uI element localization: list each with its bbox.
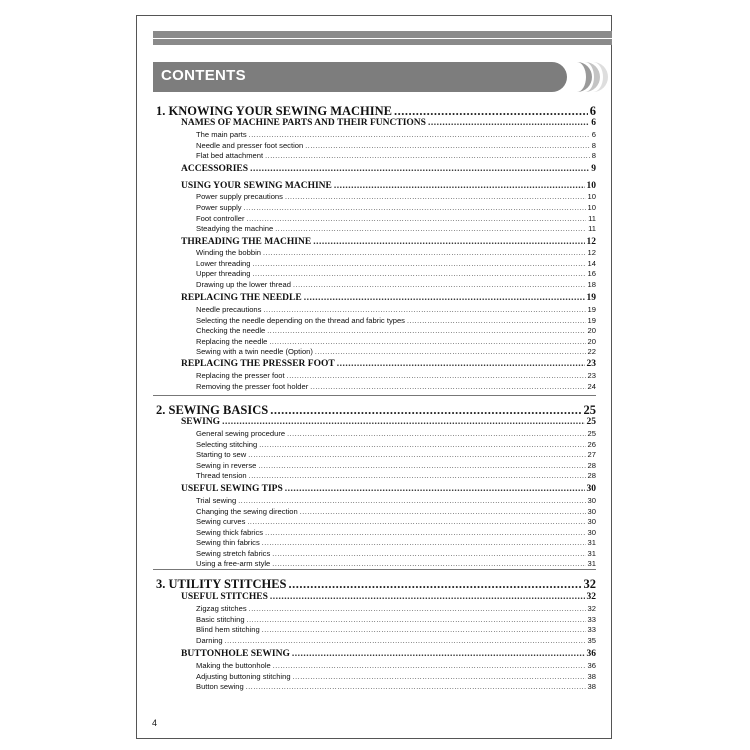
section-divider xyxy=(153,395,596,396)
toc-item xyxy=(196,615,596,624)
dot-leader xyxy=(269,339,585,346)
dot-leader xyxy=(315,349,586,356)
toc-subsection xyxy=(181,293,596,303)
toc-item xyxy=(196,326,596,335)
dot-leader xyxy=(249,473,586,480)
toc-item xyxy=(196,269,596,278)
dot-leader xyxy=(267,328,585,335)
toc-item-title: Blind hem stitching xyxy=(196,625,260,634)
toc-item xyxy=(196,604,596,613)
toc-subsection-title: ACCESSORIES xyxy=(181,164,249,174)
toc-subsection xyxy=(181,417,596,427)
page-number: 4 xyxy=(152,718,158,728)
section-divider xyxy=(153,569,596,570)
toc-item-title: The main parts xyxy=(196,130,247,139)
toc-item xyxy=(196,450,596,459)
toc-item xyxy=(196,440,596,449)
toc-item-page: 16 xyxy=(587,269,596,278)
dot-leader xyxy=(334,181,585,191)
dot-leader xyxy=(263,307,585,314)
toc-item-title: Winding the bobbin xyxy=(196,248,262,257)
toc-item-title: Making the buttonhole xyxy=(196,661,271,670)
toc-item-page: 24 xyxy=(587,382,596,391)
dot-leader xyxy=(285,484,585,494)
toc-item-title: Power supply xyxy=(196,203,242,212)
toc-item-page: 30 xyxy=(587,496,596,505)
toc-item-title: Removing the presser foot holder xyxy=(196,382,309,391)
toc-item-title: Changing the sewing direction xyxy=(196,507,298,516)
toc-subsection-page: 9 xyxy=(591,164,596,174)
dot-leader xyxy=(249,132,590,139)
toc-item xyxy=(196,382,596,391)
dot-leader xyxy=(273,663,586,670)
dot-leader xyxy=(272,551,585,558)
toc-item xyxy=(196,371,596,380)
toc-item xyxy=(196,280,596,289)
toc-item xyxy=(196,625,596,634)
dot-leader xyxy=(263,250,586,257)
toc-subsection xyxy=(181,164,596,174)
toc-item-page: 33 xyxy=(587,625,596,634)
toc-item-page: 20 xyxy=(587,326,596,335)
toc-item-page: 10 xyxy=(587,192,596,201)
toc-item xyxy=(196,528,596,537)
toc-item xyxy=(196,259,596,268)
toc-item xyxy=(196,347,596,356)
toc-item-title: Sewing thick fabrics xyxy=(196,528,264,537)
toc-item-title: Basic stitching xyxy=(196,615,245,624)
toc-item-page: 31 xyxy=(587,538,596,547)
toc-item-page: 30 xyxy=(587,528,596,537)
dot-leader xyxy=(247,519,585,526)
toc-item-page: 23 xyxy=(587,371,596,380)
toc-subsection xyxy=(181,181,596,191)
toc-subsection-page: 10 xyxy=(586,181,596,191)
toc-item-title: Lower threading xyxy=(196,259,251,268)
toc-section xyxy=(156,403,596,418)
toc-item xyxy=(196,203,596,212)
toc-item xyxy=(196,559,596,568)
toc-subsection-page: 19 xyxy=(586,293,596,303)
toc-item-title: Starting to sew xyxy=(196,450,247,459)
toc-item-title: Power supply precautions xyxy=(196,192,283,201)
toc-item-title: Steadying the machine xyxy=(196,224,274,233)
toc-item-title: Using a free-arm style xyxy=(196,559,271,568)
toc-section xyxy=(156,577,596,592)
toc-subsection-title: BUTTONHOLE SEWING xyxy=(181,649,290,659)
toc-item-title: Flat bed attachment xyxy=(196,151,264,160)
toc-subsection-title: NAMES OF MACHINE PARTS AND THEIR FUNCTIONS xyxy=(181,118,426,128)
toc-subsection xyxy=(181,359,596,369)
dot-leader xyxy=(310,384,585,391)
toc-item xyxy=(196,636,596,645)
toc-item-title: Thread tension xyxy=(196,471,247,480)
toc-item-page: 12 xyxy=(587,248,596,257)
toc-item-title: Trial sewing xyxy=(196,496,237,505)
toc-item-page: 6 xyxy=(591,130,596,139)
toc-item-page: 22 xyxy=(587,347,596,356)
toc-item xyxy=(196,507,596,516)
toc-item xyxy=(196,337,596,346)
toc-item-page: 19 xyxy=(587,316,596,325)
toc-item xyxy=(196,471,596,480)
dot-leader xyxy=(247,216,587,223)
toc-item xyxy=(196,214,596,223)
dot-leader xyxy=(293,282,586,289)
toc-item-page: 25 xyxy=(587,429,596,438)
toc-item-page: 35 xyxy=(587,636,596,645)
toc-item-page: 31 xyxy=(587,549,596,558)
dot-leader xyxy=(262,540,586,547)
dot-leader xyxy=(259,442,585,449)
toc-item-page: 10 xyxy=(587,203,596,212)
dot-leader xyxy=(252,271,585,278)
toc-item-title: Needle precautions xyxy=(196,305,262,314)
dot-leader xyxy=(337,359,585,369)
dot-leader xyxy=(394,104,588,119)
toc-item-title: Drawing up the lower thread xyxy=(196,280,291,289)
toc-subsection-title: REPLACING THE NEEDLE xyxy=(181,293,302,303)
toc-item xyxy=(196,496,596,505)
toc-item-title: Foot controller xyxy=(196,214,245,223)
dot-leader xyxy=(304,293,585,303)
toc-item xyxy=(196,130,596,139)
dot-leader xyxy=(407,318,586,325)
toc-item-page: 31 xyxy=(587,559,596,568)
toc-item-page: 36 xyxy=(587,661,596,670)
toc-subsection-page: 36 xyxy=(586,649,596,659)
toc-subsection-title: USEFUL SEWING TIPS xyxy=(181,484,283,494)
dot-leader xyxy=(249,606,586,613)
dot-leader xyxy=(313,237,584,247)
dot-leader xyxy=(262,627,586,634)
dot-leader xyxy=(246,684,586,691)
toc-item-title: Sewing curves xyxy=(196,517,246,526)
toc-item xyxy=(196,224,596,233)
toc-item-page: 8 xyxy=(591,141,596,150)
toc-item-title: Replacing the presser foot xyxy=(196,371,285,380)
toc-subsection-title: REPLACING THE PRESSER FOOT xyxy=(181,359,335,369)
toc-item-title: Checking the needle xyxy=(196,326,266,335)
dot-leader xyxy=(238,498,585,505)
dot-leader xyxy=(305,143,590,150)
toc-item-page: 30 xyxy=(587,517,596,526)
toc-item xyxy=(196,538,596,547)
toc-item-page: 14 xyxy=(587,259,596,268)
toc-item-title: Zigzag stitches xyxy=(196,604,247,613)
toc-section-page: 6 xyxy=(589,104,596,118)
toc-item-title: General sewing procedure xyxy=(196,429,286,438)
toc-section-title: 2. SEWING BASICS xyxy=(156,403,269,417)
toc-item-page: 11 xyxy=(588,224,596,233)
toc-section-page: 32 xyxy=(583,577,596,591)
dot-leader xyxy=(289,577,582,592)
toc-item-page: 8 xyxy=(591,151,596,160)
toc-subsection xyxy=(181,649,596,659)
dot-leader xyxy=(270,403,581,418)
toc-item-page: 11 xyxy=(588,214,596,223)
dot-leader xyxy=(247,617,586,624)
dot-leader xyxy=(293,674,586,681)
dot-leader xyxy=(250,164,589,174)
toc-item-page: 30 xyxy=(587,507,596,516)
toc-item-title: Sewing with a twin needle (Option) xyxy=(196,347,313,356)
toc-subsection-title: SEWING xyxy=(181,417,221,427)
toc-item-page: 38 xyxy=(587,672,596,681)
toc-item-page: 28 xyxy=(587,461,596,470)
toc-item-page: 27 xyxy=(587,450,596,459)
toc-item-page: 32 xyxy=(587,604,596,613)
toc-item-title: Selecting the needle depending on the thread and fabric types xyxy=(196,316,405,325)
toc-item xyxy=(196,672,596,681)
toc-item xyxy=(196,429,596,438)
toc-subsection-page: 32 xyxy=(586,592,596,602)
toc-item-page: 19 xyxy=(587,305,596,314)
toc-item-title: Button sewing xyxy=(196,682,244,691)
dot-leader xyxy=(222,417,584,427)
toc-item xyxy=(196,316,596,325)
toc-item xyxy=(196,461,596,470)
toc-item xyxy=(196,192,596,201)
toc-item-page: 38 xyxy=(587,682,596,691)
toc-item-title: Replacing the needle xyxy=(196,337,268,346)
toc-item-title: Darning xyxy=(196,636,223,645)
dot-leader xyxy=(428,118,589,128)
toc-item-title: Selecting stitching xyxy=(196,440,258,449)
dot-leader xyxy=(287,373,586,380)
toc-subsection-page: 23 xyxy=(586,359,596,369)
toc-item xyxy=(196,305,596,314)
toc-subsection xyxy=(181,118,596,128)
toc-item-page: 18 xyxy=(587,280,596,289)
dot-leader xyxy=(285,194,586,201)
toc-item xyxy=(196,141,596,150)
dot-leader xyxy=(265,530,585,537)
dot-leader xyxy=(287,431,585,438)
dot-leader xyxy=(272,561,585,568)
dot-leader xyxy=(244,205,586,212)
toc-item-title: Upper threading xyxy=(196,269,251,278)
toc-subsection xyxy=(181,484,596,494)
toc-subsection-page: 30 xyxy=(586,484,596,494)
dot-leader xyxy=(265,153,590,160)
toc-subsection-page: 12 xyxy=(586,237,596,247)
dot-leader xyxy=(248,452,585,459)
toc-item xyxy=(196,682,596,691)
dot-leader xyxy=(270,592,585,602)
dot-leader xyxy=(275,226,586,233)
toc-item-page: 26 xyxy=(587,440,596,449)
toc-section-page: 25 xyxy=(583,403,596,417)
dot-leader xyxy=(225,638,586,645)
contents-title: CONTENTS xyxy=(161,67,246,84)
toc-item xyxy=(196,248,596,257)
toc-item-title: Needle and presser foot section xyxy=(196,141,304,150)
toc-item-page: 33 xyxy=(587,615,596,624)
dot-leader xyxy=(252,261,585,268)
toc-subsection xyxy=(181,592,596,602)
toc-subsection-title: USING YOUR SEWING MACHINE xyxy=(181,181,332,191)
toc-section xyxy=(156,104,596,119)
toc-section-title: 3. UTILITY STITCHES xyxy=(156,577,287,591)
toc-item-title: Adjusting buttoning stitching xyxy=(196,672,291,681)
toc-item xyxy=(196,661,596,670)
toc-item-title: Sewing stretch fabrics xyxy=(196,549,271,558)
toc-item-title: Sewing in reverse xyxy=(196,461,257,470)
toc-subsection-page: 25 xyxy=(586,417,596,427)
toc-subsection-title: USEFUL STITCHES xyxy=(181,592,268,602)
toc-item xyxy=(196,151,596,160)
dot-leader xyxy=(300,509,586,516)
toc-item-page: 20 xyxy=(587,337,596,346)
toc-subsection xyxy=(181,237,596,247)
toc-section-title: 1. KNOWING YOUR SEWING MACHINE xyxy=(156,104,393,118)
dot-leader xyxy=(292,649,585,659)
toc-subsection-page: 6 xyxy=(591,118,596,128)
toc-item-title: Sewing thin fabrics xyxy=(196,538,260,547)
toc-item-page: 28 xyxy=(587,471,596,480)
dot-leader xyxy=(258,463,585,470)
toc-item xyxy=(196,549,596,558)
toc-item xyxy=(196,517,596,526)
toc-subsection-title: THREADING THE MACHINE xyxy=(181,237,312,247)
